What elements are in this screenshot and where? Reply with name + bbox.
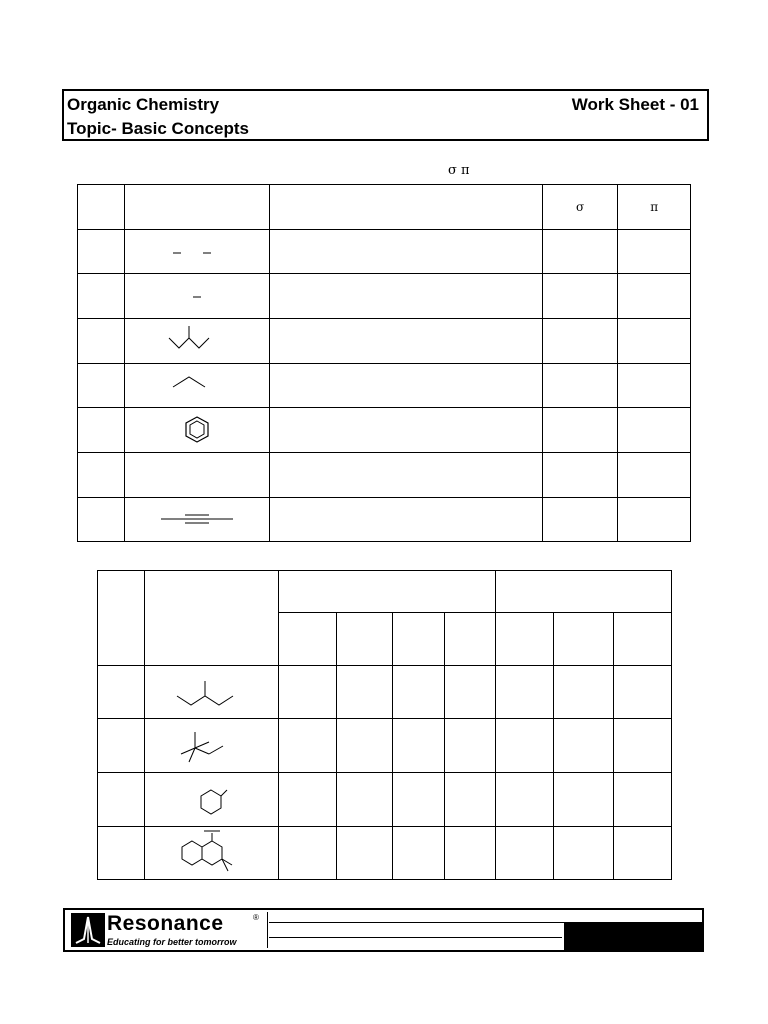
row-number-cell bbox=[78, 364, 125, 408]
topic-title: Topic- Basic Concepts bbox=[67, 119, 249, 138]
table-header-row bbox=[98, 571, 672, 613]
table-row bbox=[78, 364, 691, 408]
carbon-classification-table bbox=[97, 570, 672, 880]
table-row bbox=[78, 408, 691, 453]
subheader-cell bbox=[554, 613, 614, 666]
data-cell bbox=[278, 827, 337, 880]
row-number-cell bbox=[98, 719, 145, 773]
data-cell bbox=[278, 666, 337, 719]
structure-cell bbox=[144, 719, 278, 773]
answer-cell bbox=[270, 498, 542, 542]
header-cell bbox=[124, 185, 270, 230]
structure-cell bbox=[124, 319, 270, 364]
methylcyclohexane-structure bbox=[161, 778, 261, 822]
sigma-cell bbox=[542, 498, 618, 542]
data-cell bbox=[393, 719, 445, 773]
footer-info-area bbox=[269, 910, 702, 950]
table-row bbox=[78, 230, 691, 274]
answer-cell bbox=[270, 274, 542, 319]
row-number-cell bbox=[78, 453, 125, 498]
structure-cell bbox=[124, 230, 270, 274]
data-cell bbox=[554, 827, 614, 880]
structure-cell bbox=[124, 274, 270, 319]
chain-dashes-structure bbox=[157, 242, 237, 262]
row-number-cell bbox=[78, 230, 125, 274]
structure-cell bbox=[124, 408, 270, 453]
data-cell bbox=[554, 666, 614, 719]
substituted-decalin-structure bbox=[156, 827, 266, 879]
data-cell bbox=[554, 773, 614, 827]
data-cell bbox=[393, 827, 445, 880]
resonance-logo-icon bbox=[71, 913, 105, 947]
pi-cell bbox=[618, 364, 691, 408]
pi-cell bbox=[618, 453, 691, 498]
worksheet-number: Work Sheet - 01 bbox=[571, 95, 699, 114]
subject-title: Organic Chemistry bbox=[67, 95, 220, 114]
data-cell bbox=[495, 666, 554, 719]
data-cell bbox=[614, 719, 672, 773]
row-number-cell bbox=[78, 274, 125, 319]
header-cell bbox=[98, 571, 145, 666]
data-cell bbox=[393, 666, 445, 719]
structure-cell bbox=[144, 773, 278, 827]
data-cell bbox=[337, 773, 393, 827]
table-row bbox=[98, 773, 672, 827]
resonance-logo bbox=[67, 912, 268, 948]
data-cell bbox=[614, 827, 672, 880]
structure-cell bbox=[124, 498, 270, 542]
sigma-cell bbox=[542, 319, 618, 364]
answer-cell bbox=[270, 453, 542, 498]
subheader-cell bbox=[614, 613, 672, 666]
pi-cell bbox=[618, 274, 691, 319]
subheader-cell bbox=[393, 613, 445, 666]
row-number-cell bbox=[78, 408, 125, 453]
table-row bbox=[98, 827, 672, 880]
sigma-cell bbox=[542, 453, 618, 498]
footer-bar bbox=[63, 908, 704, 952]
pi-cell bbox=[618, 230, 691, 274]
data-cell bbox=[444, 773, 495, 827]
data-cell bbox=[444, 666, 495, 719]
sigma-pi-note: σ π bbox=[448, 163, 470, 178]
header-cell bbox=[270, 185, 542, 230]
row-number-cell bbox=[78, 319, 125, 364]
table-row bbox=[98, 666, 672, 719]
data-cell bbox=[495, 773, 554, 827]
header-group-cell bbox=[278, 571, 495, 613]
worksheet-header bbox=[62, 89, 709, 141]
table-row bbox=[78, 453, 691, 498]
row-number-cell bbox=[98, 827, 145, 880]
data-cell bbox=[444, 719, 495, 773]
triple-bond-structure bbox=[147, 510, 247, 530]
data-cell bbox=[554, 719, 614, 773]
header-cell bbox=[144, 571, 278, 666]
footer-black-block bbox=[564, 923, 702, 950]
pi-cell bbox=[618, 408, 691, 453]
footer-divider bbox=[269, 937, 562, 938]
pi-cell bbox=[618, 498, 691, 542]
methylpentane-structure bbox=[161, 672, 261, 712]
structure-cell bbox=[144, 666, 278, 719]
sigma-cell bbox=[542, 230, 618, 274]
data-cell bbox=[337, 719, 393, 773]
sigma-cell bbox=[542, 408, 618, 453]
answer-cell bbox=[270, 230, 542, 274]
subheader-cell bbox=[444, 613, 495, 666]
answer-cell bbox=[270, 408, 542, 453]
answer-cell bbox=[270, 319, 542, 364]
bond-count-table bbox=[77, 184, 691, 542]
brand-tagline: Educating for better tomorrow bbox=[107, 937, 237, 947]
sigma-cell bbox=[542, 274, 618, 319]
subheader-cell bbox=[495, 613, 554, 666]
row-number-cell bbox=[98, 666, 145, 719]
sigma-cell bbox=[542, 364, 618, 408]
row-number-cell bbox=[98, 773, 145, 827]
dimethylbutane-structure bbox=[161, 724, 261, 768]
propyl-angle-structure bbox=[157, 369, 237, 403]
answer-cell bbox=[270, 364, 542, 408]
sigma-header: σ bbox=[542, 185, 618, 230]
benzene-ring-structure bbox=[157, 413, 237, 447]
structure-cell bbox=[124, 364, 270, 408]
table-header-row bbox=[78, 185, 691, 230]
table-row bbox=[78, 498, 691, 542]
data-cell bbox=[337, 827, 393, 880]
registered-mark: ® bbox=[253, 913, 259, 922]
data-cell bbox=[393, 773, 445, 827]
table-row bbox=[78, 274, 691, 319]
structure-cell bbox=[144, 827, 278, 880]
single-dash-structure bbox=[157, 286, 237, 306]
structure-cell bbox=[124, 453, 270, 498]
data-cell bbox=[495, 827, 554, 880]
subheader-cell bbox=[278, 613, 337, 666]
data-cell bbox=[278, 719, 337, 773]
data-cell bbox=[337, 666, 393, 719]
row-number-cell bbox=[78, 498, 125, 542]
data-cell bbox=[614, 666, 672, 719]
table-row bbox=[78, 319, 691, 364]
header-group-cell bbox=[495, 571, 671, 613]
pi-header: π bbox=[618, 185, 691, 230]
table-row bbox=[98, 719, 672, 773]
header-cell bbox=[78, 185, 125, 230]
data-cell bbox=[614, 773, 672, 827]
data-cell bbox=[495, 719, 554, 773]
data-cell bbox=[278, 773, 337, 827]
pi-cell bbox=[618, 319, 691, 364]
brand-name: Resonance bbox=[107, 912, 224, 935]
branched-zigzag-structure bbox=[157, 324, 237, 358]
subheader-cell bbox=[337, 613, 393, 666]
data-cell bbox=[444, 827, 495, 880]
